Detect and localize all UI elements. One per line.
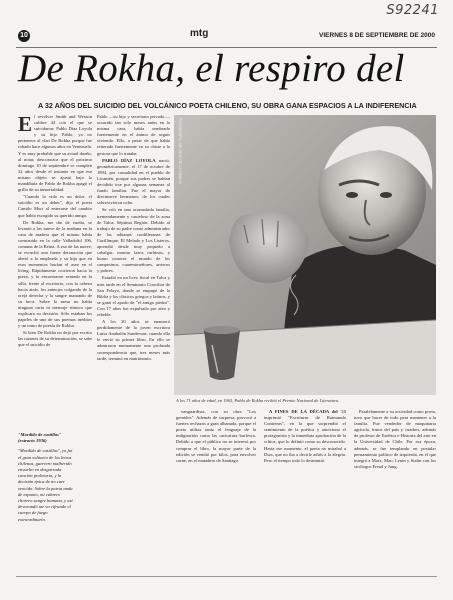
archive-handwritten-code: S92241 [386, 3, 439, 18]
paragraph: Pablo —su hijo y secretario privado—, ocurrido tan solo meses antes en la misma casa, había sembrado fuertemente en el ánimo de seguir viviendo. Ello, a pesar de que había reiterado fuertemente en su chiste a la gestora que lo trataba. [97, 114, 170, 156]
pull-quote-title: "Mordido de castillas" (extracto 1936) [18, 432, 62, 444]
page-number-badge: 10 [18, 30, 30, 42]
paragraph: "Cuando la vida es un dolor, el suicidio es un deber", dijo el poeta Camilo Mori al enterarse del cambio que había escogido su querido amigo. [18, 194, 92, 218]
article-column-5 [354, 409, 436, 574]
section-lead: PABLO DÍAZ LOYOLA [102, 157, 156, 163]
article-headline: De Rokha, el respiro del [18, 47, 405, 90]
paragraph [264, 409, 346, 464]
pull-quote-text: "Mordido de castillas", yo fui el gran solitario de los letras chilenas, guerrero malherido envuelto en desgarrada canción proletaria, y la decisión épica de no caer vencido. Sobre la patria anda de espanto, mi cabrero chorreo sangre humana, y así devorando me va cifrando el cuerpo de fuego extraordinario. [18, 448, 73, 522]
paragraph [97, 158, 170, 207]
photo-credit: FOTOGRAFÍA: ARCHIVO DE LA FAMILIA [178, 118, 182, 184]
photo-caption: A los 71 años de edad, en 1965, Pablo de Rokha recibió el Premio Nacional de Literatura. [176, 398, 340, 403]
paragraph: Paralelamente a su actividad como poeta, tuvo que hacer de todo para mantener a la familia. Fue vendedor de maquinaria agrícola, frutos del país y cuadros, además de profesor de Estética e Historia del arte en la Universidad de Chile. Por esa época, además, se fue templando en postular pensamiento político de izquierda, en el que integró a Marx, Mao, Lenin y Stalin con los sicólogos Freud y Jung. [354, 409, 436, 469]
section-lead: A FINES DE LA DÉCADA del [269, 409, 338, 414]
paragraph: Se crió en una acomodada familia, tremendamente y cauteloso de la zona de Talca, Séptima Región. Debido al trabajo de su padre como administrador de las aduanas cordilleranas de Curillinque, El Melado y Los Lisieros, aprendió desde muy pequeño a cabalgar, montar lazos carbinos, y huaso conocer el mundo de los campesinos, cuarentoseñores, arrieros y pobres. [97, 207, 170, 274]
paragraph [18, 114, 92, 193]
paragraph: vanguardista, con su obra "Los gemidos". Además de sorpresa, provocó a fuertes rechazos a gran albanada, porque el poeta utiliza tanto el lenguaje de la indignación como las caricatura burlesca. Debido a que el público no se interesó por comprar el libro, la mayor parte de la edición se vendió por kilos, para envolver carne, en el matadero de Santiago. [176, 409, 256, 463]
article-column-3 [176, 409, 256, 574]
paragraph: A los 20 años se enamoró perdidamente de la joven escritora Luisa Anabalón Sanderson, cuando ella le envió su primer libro, En ello se admiraron mutuamente una profunda correspondencia que, tres meses más tarde, terminó en matrimonio. [97, 319, 170, 361]
article-column-1 [18, 114, 92, 428]
article-subhead: A 32 AÑOS DEL SUICIDIO DEL VOLCÁNICO POETA CHILENO, SU OBRA GANA ESPACIOS A LA INDIFERENCIA [38, 101, 417, 110]
paragraph-text: l revólver Smith and Wesson calibre 44 con el que se suicidaron: Pablo Díaz Loyola y su hijo Pablo, ya no pertenece al clan De Rokha porque fue robado hace algunos años en Venezuela. Y es muy probable que su actual dueño, al notar, desconozca que el próximo domingo 10 de septiembre se cumplen 32 años desde el instante en que ese mismo objeto se ajustó bajo la mandíbula de Pablo de Rokha apagó el grillo de su inmortalidad. [18, 114, 92, 193]
photo-illustration [174, 115, 436, 395]
paragraph: Si bien De Rokha no dejó por escrito las razones de su determinación, se sabe que el suicidio de [18, 330, 92, 348]
pull-quote [18, 432, 74, 527]
drop-cap: E [18, 114, 33, 136]
footer-rule [16, 576, 437, 577]
article-column-2 [97, 114, 170, 402]
article-column-4 [264, 409, 346, 574]
paragraph-text: nació, geométricamente, el 17 de octubre de 1894, por casualidad en el pueblo de Licantén, porque sus padres se habían decidido irse por algunas semanas al fundo familiar. Fue el mayor de diecinueve hermanos; de los cuales sobrevivieron ocho. [97, 157, 170, 206]
newspaper-masthead: mtg [190, 28, 209, 39]
article-photo [174, 115, 436, 395]
paragraph-text: '20 imprimió "Escrituras de Raimundo Contreras", en la que sorprendió el sentimiento de la poética y autóctono el protagonista y la inmediata aprobación de la crítica, que lo definió como su desconocido. Hasta ese momento, el poeta no mirabal a Dios, que no iba a decirle adiós a la alegría. Pero el tiempo todo lo desmintió. [264, 409, 346, 463]
paragraph: Estudió en un liceo fiscal en Talca y más tarde en el Seminario Conciliar de San Pelayo, donde se empapó de la Biblia y los clásicos griegos y latinos, y se ganó el apodo de "el amigo piedra". Con 17 años fue expulsado por ateo y rebelde. [97, 275, 170, 317]
paragraph: De Rokha, me dio de vuelta, se levantó a las nueve de la mañana en la casa de madera que el mismo había construido en la calle Valladolid 106, comuna de la Reina. A eso de las nueve, se escuchó una fuerte detonación que alertó a la empleada y su hija que en esos momentos hacían el aseo en el living. Rápidamente corrieron hacia la pieza, y lo encontraron sentado en la silla, frente al escritorio, con la cabeza hacia atrás, los anteojos colgando de la oreja derecha y la sangre manando de su boca. Sobre la mesa no había ninguna carta ni mensaje rítmico que explicara su decisión. Sólo estaban los papeles de uno de sus poemas inéditos y un tomo de poesía de Rokha. [18, 219, 92, 329]
dateline: VIERNES 8 DE SEPTIEMBRE DE 2000 [319, 32, 435, 39]
